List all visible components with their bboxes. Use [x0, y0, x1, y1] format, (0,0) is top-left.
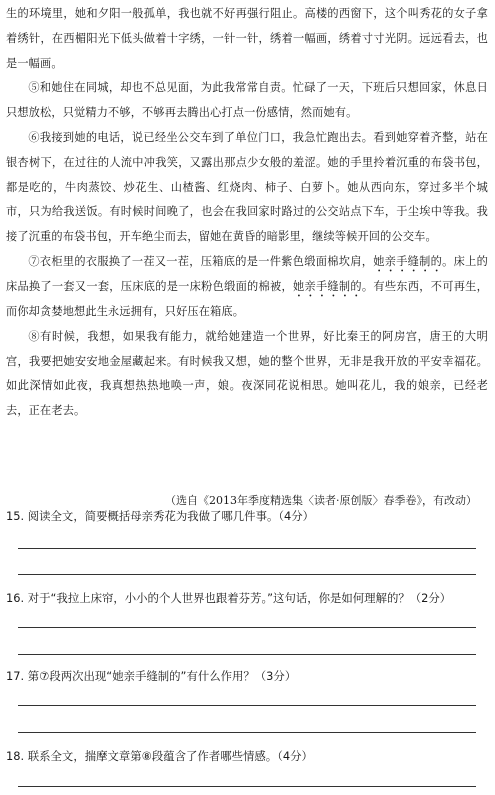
question-18 — [6, 748, 313, 764]
answer-line[interactable] — [18, 548, 476, 549]
question-text: 阅读全文，简要概括母亲秀花为我做了哪几件事。（4分） — [27, 509, 315, 523]
answer-line[interactable] — [18, 654, 476, 655]
paragraph-7-text-c: 。有些东西，不可再生，而你却贪婪地想此生永远拥有，只好压在箱底。 — [6, 279, 488, 318]
emphasized-phrase-2: 她亲手缝制的 — [292, 279, 362, 293]
passage-paragraph-8: ⑧有时候，我想，如果我有能力，就给她建造一个世界，好比秦王的阿房宫，唐王的大明宫，我要把她安安地金屋藏起来。有时候我又想，她的整个世界，无非是我开放的平安幸福花。如此深情如此夜，我真想热热地唤一声，娘。夜深同花说相思。她叫花儿，我的娘亲，已经老去，正在老去。 — [6, 329, 488, 418]
paragraph-7-text-b: 。床上的床品换了一套又一套，压床底的是一床粉色缎面的棉被， — [6, 254, 488, 293]
question-text: 联系全文，揣摩文章第⑧段蕴含了作者哪些情感。（4分） — [27, 749, 313, 763]
answer-line[interactable] — [18, 786, 476, 787]
question-number: 17. — [6, 669, 25, 683]
answer-line[interactable] — [18, 705, 476, 706]
emphasized-phrase-1: 她亲手缝制的 — [373, 254, 443, 268]
question-number: 18. — [6, 749, 25, 763]
answer-line[interactable] — [18, 574, 476, 575]
question-number: 16. — [6, 591, 25, 605]
passage-paragraph-6: ⑥我接到她的电话，说已经坐公交车到了单位门口，我急忙跑出去。看到她穿着齐整，站在银杏树下，在过往的人流中冲我笑，又露出那点少女般的羞涩。她的手里拎着沉重的布袋书包，都是吃的，牛肉蒸饺、炒花生、山楂酱、红烧肉、柿子、白萝卜。她从西向东，穿过多半个城市，只为给我送饭。有时候时间晚了，也会在我回家时路过的公交站点下车，于尘埃中等我。我接了沉重的布袋书包，开车绝尘而去，留她在黄昏的暗影里，继续等候开回的公交车。 — [6, 130, 488, 244]
passage-paragraph-7 — [6, 250, 488, 325]
question-16 — [6, 590, 451, 606]
answer-line[interactable] — [18, 627, 476, 628]
paragraph-7-text-a: ⑦衣柜里的衣服换了一茬又一茬，压箱底的是一件紫色缎面棉坎肩， — [28, 254, 374, 268]
question-17 — [6, 668, 296, 684]
passage-paragraph-continued: 生的环境里，她和夕阳一般孤单，我也就不好再强行阻止。高楼的西窗下，这个叫秀花的女子拿着绣针，在西楣阳光下低头做着十字绣，一针一针，绣着一幅画，绣着寸寸光阴。远远看去，也是一幅画。 — [6, 7, 488, 70]
reading-passage — [6, 2, 488, 424]
question-text: 第⑦段两次出现“她亲手缝制的”有什么作用？（3分） — [27, 669, 297, 683]
passage-paragraph-5: ⑤和她住在同城，却也不总见面，为此我常常自责。忙碌了一天，下班后只想回家，休息日只想放松，只觉精力不够，不够再去腾出心打点一份感情，然而她有。 — [6, 81, 488, 120]
source-citation: （选自《2013年季度精选集〈读者·原创版〉春季卷》，有改动） — [165, 494, 477, 507]
question-15 — [6, 508, 314, 524]
question-number: 15. — [6, 509, 25, 523]
answer-line[interactable] — [18, 732, 476, 733]
question-text: 对于“我拉上床帘，小小的个人世界也跟着芬芳。”这句话，你是如何理解的？（2分） — [27, 591, 452, 605]
